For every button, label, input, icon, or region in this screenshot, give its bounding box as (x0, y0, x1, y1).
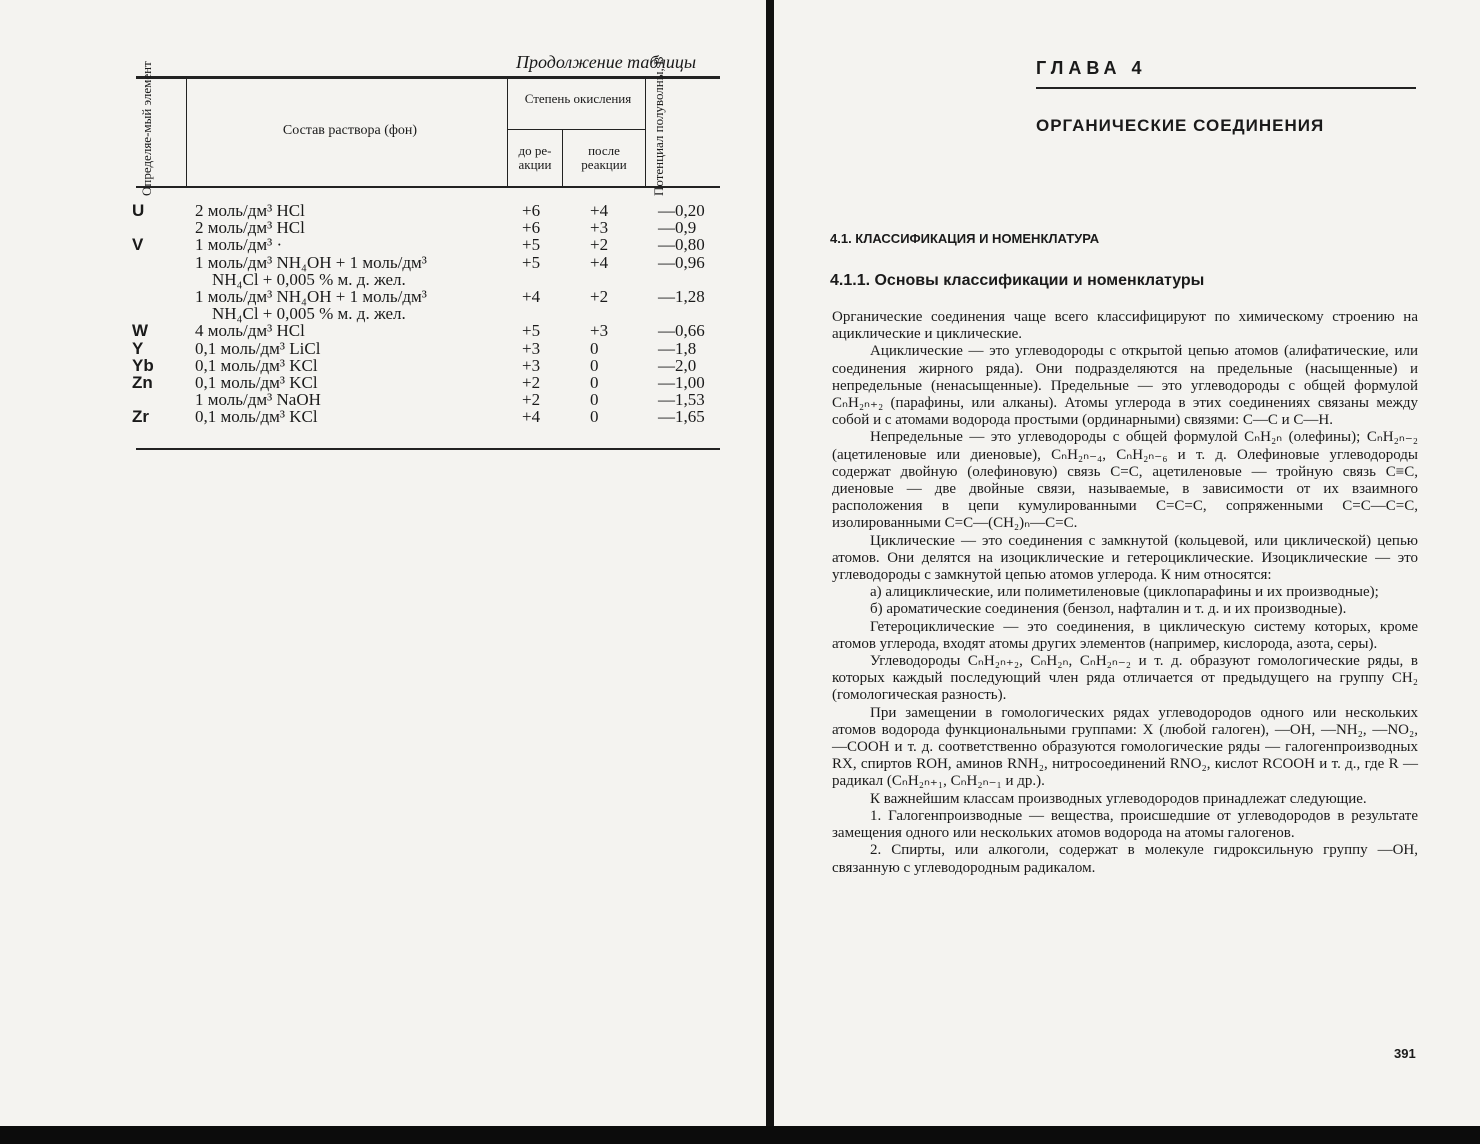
cell-before: +2 (522, 390, 541, 410)
cell-composition: 2 моль/дм³ HCl (195, 218, 305, 238)
cell-composition: 0,1 моль/дм³ KCl (195, 355, 318, 375)
paragraph: К важнейшим классам производных углеводородов принадлежат следующие. (870, 790, 1367, 807)
cell-composition: 1 моль/дм³ · (195, 235, 283, 255)
cell-composition: 4 моль/дм³ HCl (195, 321, 305, 341)
cell-potential: —1,28 (658, 286, 705, 306)
cell-before: +4 (522, 286, 541, 306)
table-bottom-rule (136, 448, 720, 450)
paragraph: При замещении в гомологических рядах углеводородов одного или нескольких атомов водорода функциональными группами: X (любой галоген), —OH, —NH₂, —NO₂, —COOH и т. д. соответственно образуются гомологические ряды — галогенпроизводных RX, спиртов ROH, аминов RNH₂, нитросоединений RNO₂, кислот RCOOH и т. д., где R — радикал (CₙH₂ₙ₊₁, CₙH₂ₙ₋₁ и др.). (832, 704, 1418, 790)
cell-potential: —0,20 (658, 201, 705, 220)
scan-bottom-edge (0, 1126, 1480, 1144)
paragraph: Органические соединения чаще всего классифицируют по химическому строению на ациклические и циклические. (832, 309, 1418, 343)
cell-after: 0 (590, 390, 599, 410)
sub-header-rule (507, 129, 645, 130)
cell-composition: 0,1 моль/дм³ KCl (195, 372, 318, 392)
cell-element: U (132, 201, 145, 220)
cell-before: +5 (522, 235, 541, 255)
cell-composition: 1 моль/дм³ NH₄OH + 1 моль/дм³ (195, 252, 427, 272)
cell-composition: 1 моль/дм³ NaOH (195, 390, 321, 410)
col-divider (562, 130, 563, 186)
cell-before: +6 (522, 218, 541, 238)
cell-before: +2 (522, 372, 541, 392)
cell-potential: —0,9 (658, 218, 697, 238)
col-divider (645, 79, 646, 186)
cell-after: +2 (590, 235, 609, 255)
page-number: 391 (1394, 1046, 1416, 1061)
cell-after: +4 (590, 201, 609, 220)
cell-after: +3 (590, 321, 609, 341)
paragraph: Циклические — это соединения с замкнутой (кольцевой, или циклической) цепью атомов. Они делятся на изоциклические и гетероциклические. Изоциклические — это углеводороды с замкнутой цепью атомов углерода. К ним относятся: (832, 532, 1418, 584)
cell-composition: 1 моль/дм³ NH₄OH + 1 моль/дм³ (195, 286, 427, 306)
table-header-rule (136, 186, 720, 188)
cell-potential: —1,8 (658, 338, 697, 358)
cell-element: Yb (132, 355, 154, 375)
paragraph: Гетероциклические — это соединения, в циклическую систему которых, кроме атомов углерода, входят атомы других элементов (например, кислорода, азота, серы). (832, 618, 1418, 652)
cell-before: +4 (522, 407, 541, 427)
paragraph: Ациклические — это углеводороды с открытой цепью атомов (алифатические, или соединения жирного ряда). Они подразделяются на предельные (насыщенные) и непредельные (ненасыщенные). Предельные — это углеводороды с общей формулой CₙH₂ₙ₊₂ (парафины, или алканы). Атомы углерода в этих соединениях связаны между собой и с атомами водорода простыми (ординарными) связями: C—C и C—H. (832, 343, 1418, 429)
paragraph: Углеводороды CₙH₂ₙ₊₂, CₙH₂ₙ, CₙH₂ₙ₋₂ и т. д. образуют гомологические ряды, в которых каждый последующий член ряда отличается от предыдущего на группу CH₂ (гомологическая разность). (832, 653, 1418, 704)
cell-after: 0 (590, 372, 599, 392)
cell-after: +4 (590, 252, 609, 272)
cell-after: 0 (590, 407, 599, 427)
cell-composition: 2 моль/дм³ HCl (195, 201, 305, 220)
cell-after: +3 (590, 218, 609, 238)
chapter-label: ГЛАВА 4 (1036, 58, 1147, 78)
col-divider (186, 79, 187, 186)
cell-before: +3 (522, 338, 541, 358)
right-page (774, 0, 1480, 1144)
body-text (832, 309, 1418, 877)
paragraph: б) ароматические соединения (бензол, нафталин и т. д. и их производные). (870, 601, 1347, 618)
cell-after: +2 (590, 286, 609, 306)
paragraph: а) алициклические, или полиметиленовые (циклопарафины и их производные); (870, 584, 1379, 601)
cell-element: Zr (132, 407, 149, 427)
cell-element: Y (132, 338, 144, 358)
header-oxidation: Степень окисления (524, 91, 632, 106)
header-potential: Потенциал полуволны, В (651, 56, 666, 196)
chapter-rule (1036, 87, 1416, 89)
cell-element: Zn (132, 372, 153, 392)
col-divider (507, 79, 508, 186)
header-before: до ре-акции (518, 143, 552, 172)
cell-potential: —0,66 (658, 321, 705, 341)
cell-element: V (132, 235, 144, 255)
table-top-rule (136, 76, 720, 79)
cell-before: +5 (522, 252, 541, 272)
cell-potential: —1,53 (658, 390, 705, 410)
chapter-title: ОРГАНИЧЕСКИЕ СОЕДИНЕНИЯ (1036, 116, 1325, 135)
paragraph: 2. Спирты, или алкоголи, содержат в молекуле гидроксильную группу —OH, связанную с углеводородным радикалом. (832, 842, 1418, 876)
header-after: после реакции (581, 143, 627, 172)
cell-potential: —2,0 (658, 355, 697, 375)
cell-potential: —1,00 (658, 372, 705, 392)
cell-potential: —1,65 (658, 407, 705, 427)
cell-composition: NH₄Cl + 0,005 % м. д. жел. (212, 269, 406, 289)
cell-after: 0 (590, 338, 599, 358)
header-element: Определяе-мый элемент (139, 61, 154, 196)
cell-potential: —0,80 (658, 235, 705, 255)
paragraph: Непредельные — это углеводороды с общей формулой CₙH₂ₙ (олефины); CₙH₂ₙ₋₂ (ацетиленовые или диеновые), CₙH₂ₙ₋₄, CₙH₂ₙ₋₆ и т. д. Олефиновые углеводороды содержат двойную (олефиновую) связь C=C, ацетиленовые — тройную связь C≡C, диеновые — две двойные связи, называемые, в зависимости от их взаимного расположения в цепи кумулированными C=C=C, сопряженными C=C—C=C, изолированными C=C—(CH₂)ₙ—C=C. (832, 429, 1418, 532)
header-composition: Состав раствора (фон) (282, 123, 418, 138)
section-heading: 4.1. КЛАССИФИКАЦИЯ И НОМЕНКЛАТУРА (830, 231, 1100, 246)
cell-composition: 0,1 моль/дм³ LiCl (195, 338, 321, 358)
cell-before: +3 (522, 355, 541, 375)
cell-composition: NH₄Cl + 0,005 % м. д. жел. (212, 304, 406, 324)
paragraph: 1. Галогенпроизводные — вещества, происшедшие от углеводородов в результате замещения одного или нескольких атомов водорода на атомы галогенов. (832, 807, 1418, 842)
cell-before: +5 (522, 321, 541, 341)
cell-before: +6 (522, 201, 541, 220)
subsection-heading: 4.1.1. Основы классификации и номенклатуры (830, 272, 1205, 289)
cell-composition: 0,1 моль/дм³ KCl (195, 407, 318, 427)
cell-element: W (132, 321, 149, 341)
table-continuation-caption: Продолжение таблицы (516, 52, 697, 72)
cell-potential: —0,96 (658, 252, 705, 272)
cell-after: 0 (590, 355, 599, 375)
